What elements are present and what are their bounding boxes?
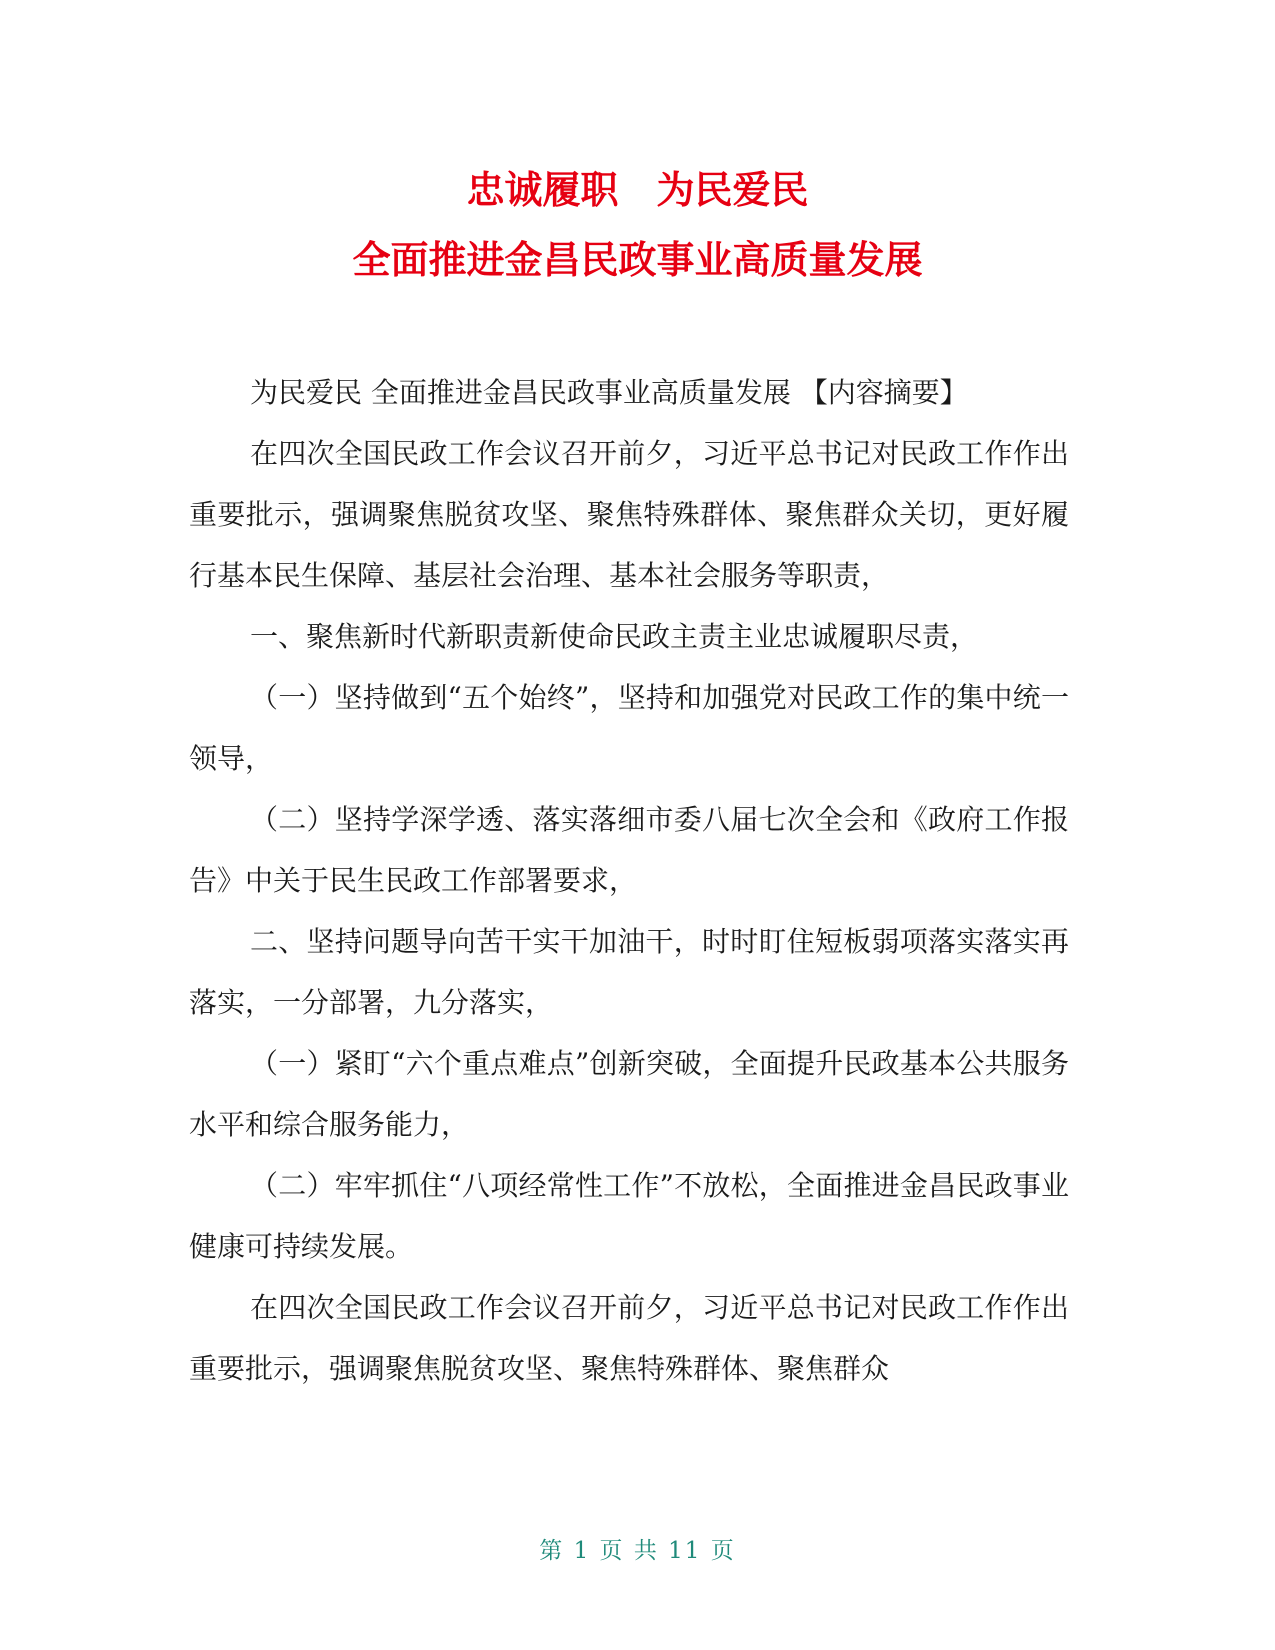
paragraph-section-2-item-2: （二）牢牢抓住“八项经常性工作”不放松，全面推进金昌民政事业健康可持续发展。 xyxy=(189,1169,1069,1263)
paragraph-section-2: 二、坚持问题导向苦干实干加油干，时时盯住短板弱项落实落实再落实，一分部署，九分落实， xyxy=(189,925,1069,1019)
document-title-line-2: 全面推进金昌民政事业高质量发展 xyxy=(352,238,923,282)
document-body xyxy=(189,362,1069,1399)
paragraph-summary-heading: 为民爱民 全面推进金昌民政事业高质量发展 【内容摘要】 xyxy=(250,376,968,409)
paragraph-body-continued: 在四次全国民政工作会议召开前夕，习近平总书记对民政工作作出重要批示，强调聚焦脱贫攻坚、聚焦特殊群体、聚焦群众 xyxy=(189,1291,1069,1385)
page-number: 第 1 页 共 11 页 xyxy=(539,1538,736,1564)
paragraph-intro: 在四次全国民政工作会议召开前夕，习近平总书记对民政工作作出重要批示，强调聚焦脱贫攻坚、聚焦特殊群体、聚焦群众关切，更好履行基本民生保障、基层社会治理、基本社会服务等职责， xyxy=(189,437,1069,592)
paragraph-section-1-item-1: （一）坚持做到“五个始终”，坚持和加强党对民政工作的集中统一领导， xyxy=(189,681,1069,775)
page-footer xyxy=(0,1532,1275,1565)
paragraph-section-2-item-1: （一）紧盯“六个重点难点”创新突破，全面提升民政基本公共服务水平和综合服务能力， xyxy=(189,1047,1069,1141)
paragraph-section-1: 一、聚焦新时代新职责新使命民政主责主业忠诚履职尽责， xyxy=(250,620,979,653)
document-title-line-1: 忠诚履职 为民爱民 xyxy=(466,168,809,212)
paragraph-section-1-item-2: （二）坚持学深学透、落实落细市委八届七次全会和《政府工作报告》中关于民生民政工作部署要求， xyxy=(189,803,1069,897)
